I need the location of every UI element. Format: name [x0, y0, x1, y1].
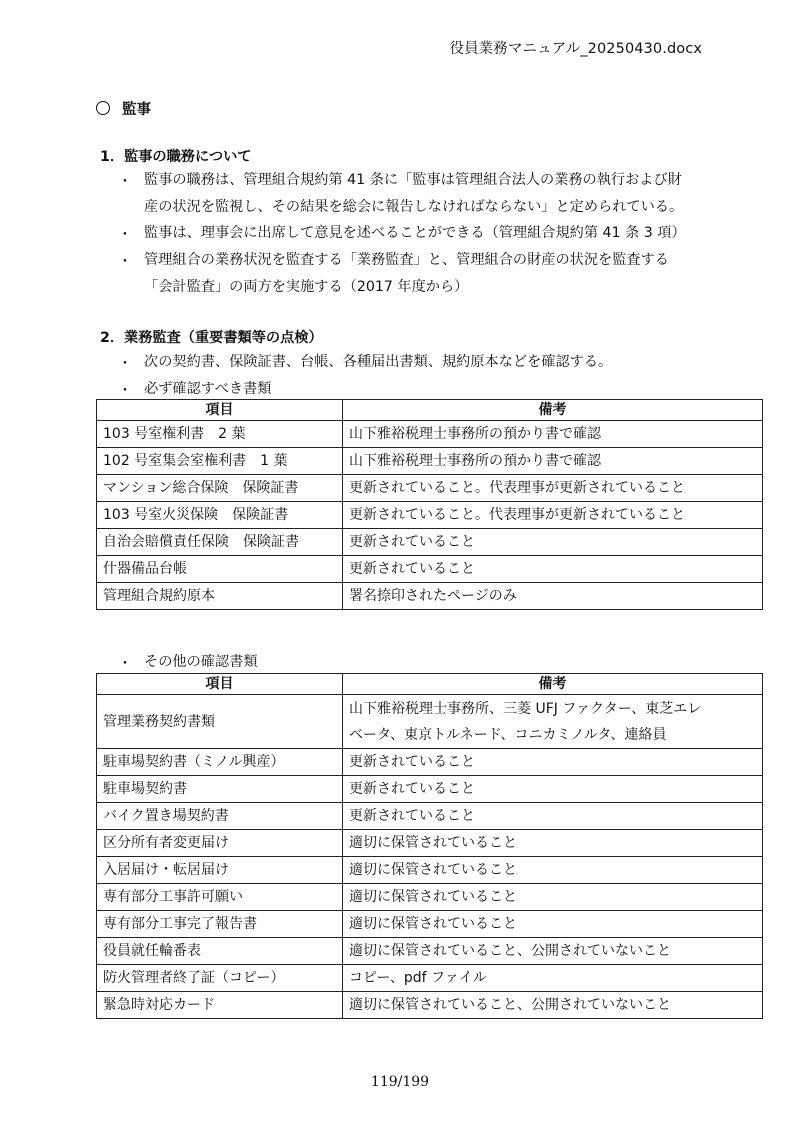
table-row: [97, 776, 763, 803]
table-row: [97, 556, 763, 583]
cell-item: 什器備品台帳: [97, 556, 343, 583]
cell-note: 適切に保管されていること: [343, 857, 763, 884]
cell-item: 自治会賠償責任保険 保険証書: [97, 529, 343, 556]
table-row: [97, 421, 763, 448]
cell-note: コピー、pdf ファイル: [343, 965, 763, 992]
cell-item: 管理業務契約書類: [97, 695, 343, 749]
table-row: [97, 803, 763, 830]
cell-note: 適切に保管されていること、公開されていないこと: [343, 992, 763, 1019]
cell-note: 更新されていること: [343, 776, 763, 803]
table-row: [97, 911, 763, 938]
bullet-text: 産の状況を監視し、その結果を総会に報告しなければならない」と定められている。: [144, 199, 684, 215]
table-row: [97, 583, 763, 610]
cell-item: 専有部分工事許可願い: [97, 884, 343, 911]
table-header-row: [97, 400, 763, 421]
table-row: [97, 529, 763, 556]
column-header-note: 備考: [343, 674, 763, 695]
cell-note: 適切に保管されていること: [343, 911, 763, 938]
cell-item: バイク置き場契約書: [97, 803, 343, 830]
cell-note: 更新されていること: [343, 803, 763, 830]
cell-note: 更新されていること: [343, 749, 763, 776]
table-row: [97, 475, 763, 502]
cell-item: 駐車場契約書（ミノル興産）: [97, 749, 343, 776]
table-row: [97, 857, 763, 884]
table-row: [97, 502, 763, 529]
cell-note: 更新されていること: [343, 556, 763, 583]
cell-item: マンション総合保険 保険証書: [97, 475, 343, 502]
column-header-item: 項目: [97, 400, 343, 421]
page-number: 119/199: [370, 1074, 430, 1090]
cell-note: 更新されていること。代表理事が更新されていること: [343, 502, 763, 529]
table-row: [97, 884, 763, 911]
cell-note: [343, 695, 763, 749]
cell-item: 専有部分工事完了報告書: [97, 911, 343, 938]
cell-item: 102 号室集会室権利書 1 葉: [97, 448, 343, 475]
document-filename: 役員業務マニュアル_20250430.docx: [449, 41, 702, 57]
cell-note: 適切に保管されていること: [343, 830, 763, 857]
cell-item: 役員就任輪番表: [97, 938, 343, 965]
cell-note-line: ベータ、東京トルネード、コニカミノルタ、連絡員: [349, 726, 667, 743]
bullet-text: 次の契約書、保険証書、台帳、各種届出書類、規約原本などを確認する。: [144, 354, 613, 370]
cell-note: 適切に保管されていること: [343, 884, 763, 911]
bullet-mark: ・: [117, 356, 133, 372]
cell-item: 103 号室火災保険 保険証書: [97, 502, 343, 529]
heading-business-audit: 2．業務監査（重要書類等の点検）: [100, 330, 323, 346]
section-title: [96, 98, 151, 119]
bullet-text: 管理組合の業務状況を監査する「業務監査」と、管理組合の財産の状況を監査する: [144, 252, 669, 268]
heading-duties: 1．監事の職務について: [100, 149, 252, 165]
table-row: [97, 448, 763, 475]
table-header-row: [97, 674, 763, 695]
bullet-mark: ・: [117, 383, 133, 399]
bullet-text: 「会計監査」の両方を実施する（2017 年度から）: [144, 279, 469, 295]
table-row: [97, 965, 763, 992]
cell-note-line: 山下雅裕税理士事務所、三菱 UFJ ファクター、東芝エレ: [349, 700, 702, 717]
section-title-text: 監事: [122, 102, 151, 118]
bullet-text: その他の確認書類: [144, 654, 258, 670]
bullet-text: 監事の職務は、管理組合規約第 41 条に「監事は管理組合法人の業務の執行および財: [144, 172, 682, 188]
bullet-mark: ・: [117, 254, 133, 270]
cell-note: 更新されていること: [343, 529, 763, 556]
bullet-text: 必ず確認すべき書類: [144, 381, 272, 397]
bullet-mark: ・: [117, 656, 133, 672]
cell-note: 山下雅裕税理士事務所の預かり書で確認: [343, 448, 763, 475]
cell-note: 山下雅裕税理士事務所の預かり書で確認: [343, 421, 763, 448]
table-row: [97, 695, 763, 749]
cell-item: 入居届け・転居届け: [97, 857, 343, 884]
cell-item: 防火管理者終了証（コピー）: [97, 965, 343, 992]
bullet-text: 監事は、理事会に出席して意見を述べることができる（管理組合規約第 41 条 3 項）: [144, 225, 686, 241]
cell-note: 署名捺印されたページのみ: [343, 583, 763, 610]
column-header-item: 項目: [97, 674, 343, 695]
bullet-mark: ・: [117, 174, 133, 190]
cell-item: 駐車場契約書: [97, 776, 343, 803]
table-row: [97, 749, 763, 776]
cell-item: 管理組合規約原本: [97, 583, 343, 610]
bullet-mark: ・: [117, 227, 133, 243]
cell-item: 区分所有者変更届け: [97, 830, 343, 857]
other-documents-table: [96, 673, 763, 1019]
cell-note: 更新されていること。代表理事が更新されていること: [343, 475, 763, 502]
cell-note: 適切に保管されていること、公開されていないこと: [343, 938, 763, 965]
table-row: [97, 830, 763, 857]
table-row: [97, 992, 763, 1019]
cell-item: 緊急時対応カード: [97, 992, 343, 1019]
circle-bullet-icon: [96, 101, 110, 115]
required-documents-table: [96, 399, 763, 610]
column-header-note: 備考: [343, 400, 763, 421]
cell-item: 103 号室権利書 2 葉: [97, 421, 343, 448]
table-row: [97, 938, 763, 965]
